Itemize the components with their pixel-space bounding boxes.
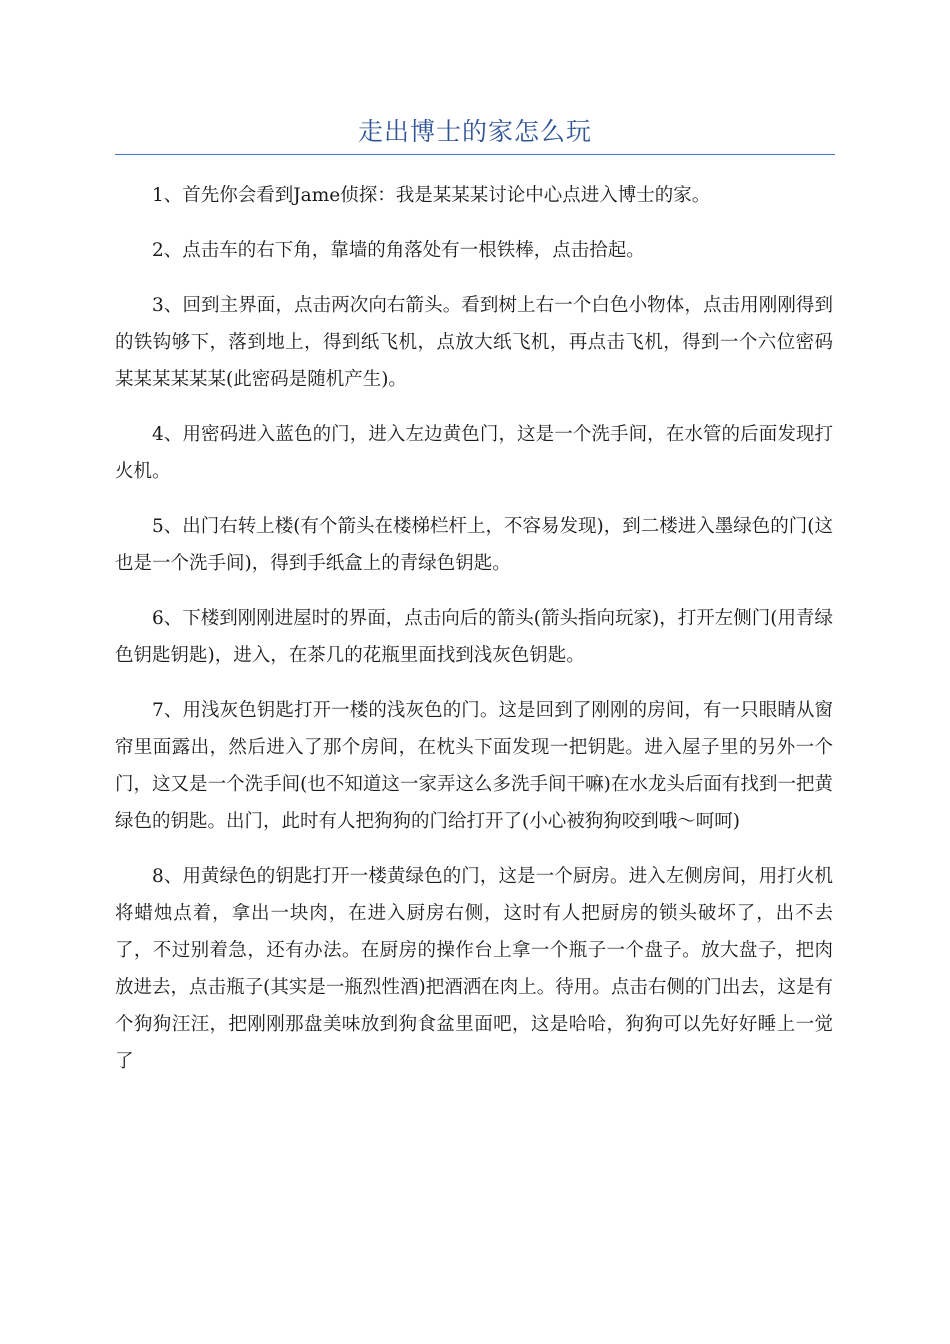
paragraph-step-7: 7、用浅灰色钥匙打开一楼的浅灰色的门。这是回到了刚刚的房间，有一只眼睛从窗帘里面露出，然后进入了那个房间，在枕头下面发现一把钥匙。进入屋子里的另外一个门，这又是一个洗手间(也不知道这一家弄这么多洗手间干嘛)在水龙头后面有找到一把黄绿色的钥匙。出门，此时有人把狗狗的门给打开了(小心被狗狗咬到哦～呵呵): [115, 700, 833, 832]
paragraph-step-4: 4、用密码进入蓝色的门，进入左边黄色门，这是一个洗手间，在水管的后面发现打火机。: [115, 424, 833, 482]
article-body: [115, 177, 833, 1098]
paragraph-step-1: 1、首先你会看到Jame侦探：我是某某某讨论中心点进入博士的家。: [152, 185, 711, 206]
paragraph-step-8: 8、用黄绿色的钥匙打开一楼黄绿色的门，这是一个厨房。进入左侧房间，用打火机将蜡烛点着，拿出一块肉，在进入厨房右侧，这时有人把厨房的锁头破坏了，出不去了，不过别着急，还有办法。在厨房的操作台上拿一个瓶子一个盘子。放大盘子，把肉放进去，点击瓶子(其实是一瓶烈性酒)把酒洒在肉上。待用。点击右侧的门出去，这是有个狗狗汪汪，把刚刚那盘美味放到狗食盆里面吧，这是哈哈，狗狗可以先好好睡上一觉了: [115, 866, 833, 1072]
paragraph-step-3: 3、回到主界面，点击两次向右箭头。看到树上右一个白色小物体，点击用刚刚得到的铁钩够下，落到地上，得到纸飞机，点放大纸飞机，再点击飞机，得到一个六位密码某某某某某某(此密码是随机产生)。: [115, 295, 833, 390]
paragraph-step-6: 6、下楼到刚刚进屋时的界面，点击向后的箭头(箭头指向玩家)，打开左侧门(用青绿色钥匙钥匙)，进入，在茶几的花瓶里面找到浅灰色钥匙。: [115, 608, 833, 666]
title-underline: [115, 154, 835, 155]
page-title: 走出博士的家怎么玩: [357, 117, 592, 146]
paragraph-step-5: 5、出门右转上楼(有个箭头在楼梯栏杆上，不容易发现)，到二楼进入墨绿色的门(这也是一个洗手间)，得到手纸盒上的青绿色钥匙。: [115, 516, 833, 574]
paragraph-step-2: 2、点击车的右下角，靠墙的角落处有一根铁棒，点击拾起。: [152, 240, 645, 261]
